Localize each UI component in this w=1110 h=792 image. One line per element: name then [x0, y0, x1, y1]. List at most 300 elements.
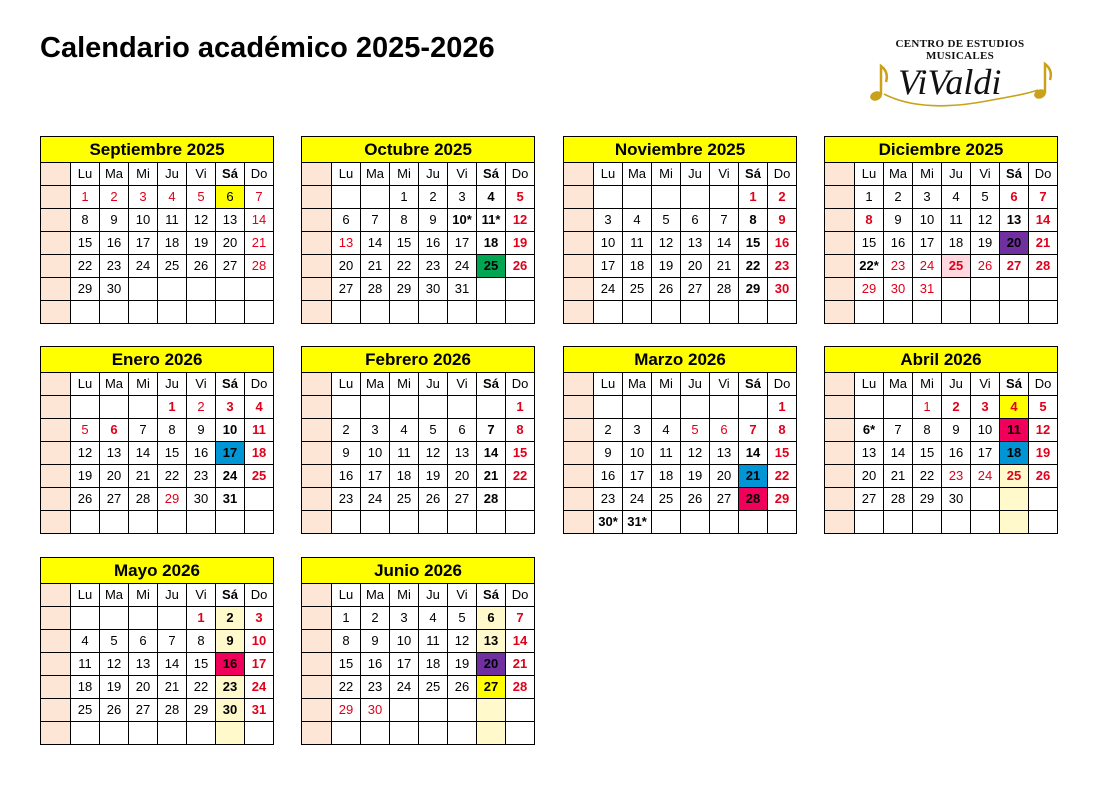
day-cell: 17: [245, 653, 274, 676]
empty-cell: [100, 722, 129, 745]
day-cell: 16: [419, 232, 448, 255]
day-cell: 3: [361, 419, 390, 442]
empty-cell: [129, 396, 158, 419]
empty-cell: [1029, 301, 1058, 324]
day-cell: 6: [100, 419, 129, 442]
day-cell: 9: [187, 419, 216, 442]
month-title: Diciembre 2025: [825, 137, 1058, 163]
day-cell: 28: [158, 699, 187, 722]
empty-cell: [361, 722, 390, 745]
day-cell: 18: [419, 653, 448, 676]
empty-cell: [942, 511, 971, 534]
empty-cell: [884, 396, 913, 419]
day-cell: 18: [390, 465, 419, 488]
empty-cell: [390, 722, 419, 745]
empty-cell: [187, 278, 216, 301]
week-marker-cell: [825, 488, 855, 511]
day-cell: 15: [768, 442, 797, 465]
day-cell: 1: [768, 396, 797, 419]
weekday-header: Mi: [390, 163, 419, 186]
week-row: [825, 396, 1058, 419]
week-marker-cell: [41, 209, 71, 232]
day-cell: 2: [884, 186, 913, 209]
week-marker-cell: [302, 630, 332, 653]
day-cell: 21: [739, 465, 768, 488]
empty-cell: [477, 301, 506, 324]
day-cell: 16: [594, 465, 623, 488]
week-marker-cell: [302, 419, 332, 442]
empty-cell: [971, 488, 1000, 511]
week-row: [41, 511, 274, 534]
empty-cell: [216, 722, 245, 745]
day-cell: 16: [884, 232, 913, 255]
week-row: [302, 676, 535, 699]
empty-cell: [71, 511, 100, 534]
empty-cell: [768, 301, 797, 324]
weekday-header: Sá: [216, 163, 245, 186]
day-cell: 14: [739, 442, 768, 465]
day-cell: 2: [187, 396, 216, 419]
day-cell: 4: [158, 186, 187, 209]
week-marker-cell: [564, 373, 594, 396]
empty-cell: [594, 186, 623, 209]
weekday-header: Vi: [187, 584, 216, 607]
day-cell: 15: [390, 232, 419, 255]
weekday-header: Vi: [971, 163, 1000, 186]
day-cell: 21: [129, 465, 158, 488]
week-row: [302, 186, 535, 209]
week-row: [302, 488, 535, 511]
week-marker-cell: [564, 209, 594, 232]
weekday-header: Ju: [158, 584, 187, 607]
week-marker-cell: [41, 373, 71, 396]
day-cell: 31: [448, 278, 477, 301]
week-row: [825, 419, 1058, 442]
week-row: [825, 209, 1058, 232]
day-cell: 1: [739, 186, 768, 209]
day-cell: 30: [187, 488, 216, 511]
day-cell: 6: [681, 209, 710, 232]
day-cell: 11: [158, 209, 187, 232]
week-marker-cell: [825, 373, 855, 396]
day-cell: 21: [477, 465, 506, 488]
day-cell: 25: [942, 255, 971, 278]
week-marker-cell: [825, 255, 855, 278]
weekday-header: Vi: [448, 584, 477, 607]
week-row: [825, 232, 1058, 255]
day-cell: 7: [477, 419, 506, 442]
empty-cell: [332, 722, 361, 745]
day-cell: 21: [158, 676, 187, 699]
day-cell: 16: [361, 653, 390, 676]
weekday-header: Mi: [913, 163, 942, 186]
day-cell: 28: [245, 255, 274, 278]
day-cell: 1: [158, 396, 187, 419]
day-cell: 23: [942, 465, 971, 488]
day-cell: 15: [855, 232, 884, 255]
month-calendar: [301, 346, 534, 534]
weekday-header: Do: [245, 584, 274, 607]
day-cell: 3: [971, 396, 1000, 419]
weekday-header: Ju: [419, 163, 448, 186]
day-cell: 11: [419, 630, 448, 653]
day-cell: 7: [506, 607, 535, 630]
week-marker-cell: [41, 676, 71, 699]
empty-cell: [884, 511, 913, 534]
day-cell: 2: [216, 607, 245, 630]
day-cell: 27: [681, 278, 710, 301]
day-cell: 9: [216, 630, 245, 653]
day-cell: 25: [390, 488, 419, 511]
day-cell: 22: [739, 255, 768, 278]
weekday-header: Do: [506, 584, 535, 607]
day-cell: 25: [158, 255, 187, 278]
day-cell: 30: [768, 278, 797, 301]
empty-cell: [942, 301, 971, 324]
week-marker-cell: [41, 186, 71, 209]
week-row: [302, 699, 535, 722]
page-title: Calendario académico 2025-2026: [40, 32, 495, 64]
week-marker-cell: [564, 465, 594, 488]
empty-cell: [216, 301, 245, 324]
week-marker-cell: [825, 232, 855, 255]
day-cell: 4: [623, 209, 652, 232]
day-cell: 27: [216, 255, 245, 278]
week-marker-cell: [41, 488, 71, 511]
day-cell: 28: [506, 676, 535, 699]
day-cell: 1: [390, 186, 419, 209]
week-marker-cell: [41, 396, 71, 419]
month-calendar: [301, 136, 534, 324]
day-cell: 31: [913, 278, 942, 301]
weekday-header: Mi: [129, 373, 158, 396]
day-cell: 26: [100, 699, 129, 722]
week-row: [302, 278, 535, 301]
empty-cell: [681, 511, 710, 534]
week-marker-cell: [41, 722, 71, 745]
empty-cell: [158, 278, 187, 301]
week-row: [41, 186, 274, 209]
weekday-header: Vi: [710, 163, 739, 186]
month-table: [301, 346, 535, 534]
week-marker-cell: [302, 232, 332, 255]
day-cell: 13: [855, 442, 884, 465]
day-cell: 30: [942, 488, 971, 511]
day-cell: 15: [739, 232, 768, 255]
day-cell: 28: [710, 278, 739, 301]
week-marker-cell: [302, 653, 332, 676]
day-cell: 20: [332, 255, 361, 278]
day-cell: 8: [855, 209, 884, 232]
week-row: [41, 488, 274, 511]
day-cell: 19: [681, 465, 710, 488]
day-cell: 24: [971, 465, 1000, 488]
empty-cell: [913, 301, 942, 324]
day-cell: 25: [623, 278, 652, 301]
week-marker-cell: [302, 209, 332, 232]
week-marker-cell: [41, 699, 71, 722]
empty-cell: [681, 301, 710, 324]
day-cell: 11: [1000, 419, 1029, 442]
empty-cell: [623, 186, 652, 209]
day-cell: 26: [71, 488, 100, 511]
week-row: [302, 607, 535, 630]
month-table: [563, 136, 797, 324]
weekday-header: Mi: [390, 584, 419, 607]
day-cell: 17: [594, 255, 623, 278]
empty-cell: [448, 511, 477, 534]
day-cell: 3: [129, 186, 158, 209]
month-calendar: [301, 557, 534, 745]
week-marker-cell: [302, 278, 332, 301]
week-row: [41, 442, 274, 465]
day-cell: 13: [681, 232, 710, 255]
day-cell: 10: [361, 442, 390, 465]
week-marker-cell: [302, 163, 332, 186]
day-cell: 17: [913, 232, 942, 255]
empty-cell: [361, 301, 390, 324]
day-cell: 22: [913, 465, 942, 488]
day-cell: 23: [100, 255, 129, 278]
day-cell: 7: [129, 419, 158, 442]
weekday-header: Lu: [71, 163, 100, 186]
day-cell: 22: [506, 465, 535, 488]
day-cell: 12: [448, 630, 477, 653]
day-cell: 10: [623, 442, 652, 465]
day-cell: 22*: [855, 255, 884, 278]
day-cell: 13: [1000, 209, 1029, 232]
empty-cell: [158, 511, 187, 534]
day-cell: 15: [913, 442, 942, 465]
week-row: [564, 488, 797, 511]
weekday-header: Vi: [448, 163, 477, 186]
day-cell: 17: [448, 232, 477, 255]
weekday-header: Lu: [855, 163, 884, 186]
month-table: [301, 557, 535, 745]
day-cell: 8: [390, 209, 419, 232]
week-marker-cell: [564, 255, 594, 278]
day-cell: 5: [506, 186, 535, 209]
day-cell: 27: [477, 676, 506, 699]
empty-cell: [332, 396, 361, 419]
logo-top-text: CENTRO DE ESTUDIOS MUSICALES: [895, 38, 1025, 62]
weekday-header: Mi: [129, 584, 158, 607]
day-cell: 6: [216, 186, 245, 209]
weekday-header: Sá: [739, 373, 768, 396]
day-cell: 29: [390, 278, 419, 301]
day-cell: 12: [71, 442, 100, 465]
day-cell: 2: [419, 186, 448, 209]
empty-cell: [855, 301, 884, 324]
week-row: [564, 255, 797, 278]
day-cell: 29: [913, 488, 942, 511]
empty-cell: [129, 607, 158, 630]
day-cell: 4: [942, 186, 971, 209]
day-cell: 20: [710, 465, 739, 488]
empty-cell: [448, 396, 477, 419]
week-row: [302, 722, 535, 745]
day-cell: 5: [681, 419, 710, 442]
day-cell: 9: [419, 209, 448, 232]
day-cell: 3: [913, 186, 942, 209]
week-row: [302, 630, 535, 653]
week-marker-cell: [41, 511, 71, 534]
day-cell: 10*: [448, 209, 477, 232]
month-calendar: [40, 136, 273, 324]
day-cell: 16: [942, 442, 971, 465]
day-cell: 1: [913, 396, 942, 419]
day-cell: 15: [332, 653, 361, 676]
day-cell: 6: [710, 419, 739, 442]
week-marker-cell: [302, 607, 332, 630]
day-cell: 9: [100, 209, 129, 232]
empty-cell: [71, 301, 100, 324]
day-cell: 22: [332, 676, 361, 699]
weekday-header: Lu: [332, 163, 361, 186]
empty-cell: [768, 511, 797, 534]
week-marker-cell: [41, 653, 71, 676]
weekday-header: Ju: [681, 163, 710, 186]
day-cell: 24: [390, 676, 419, 699]
empty-cell: [506, 301, 535, 324]
day-cell: 18: [652, 465, 681, 488]
day-cell: 27: [100, 488, 129, 511]
week-marker-cell: [564, 278, 594, 301]
day-cell: 29: [158, 488, 187, 511]
week-row: [302, 232, 535, 255]
day-cell: 1: [332, 607, 361, 630]
day-cell: 6: [129, 630, 158, 653]
day-cell: 16: [332, 465, 361, 488]
week-marker-cell: [825, 442, 855, 465]
empty-cell: [419, 722, 448, 745]
empty-cell: [390, 396, 419, 419]
weekday-header: Lu: [332, 373, 361, 396]
month-table: [40, 557, 274, 745]
month-title: Abril 2026: [825, 347, 1058, 373]
day-cell: 27: [1000, 255, 1029, 278]
week-marker-cell: [825, 209, 855, 232]
svg-text:ViValdi: ViValdi: [898, 62, 1002, 102]
day-cell: 14: [361, 232, 390, 255]
week-row: [564, 209, 797, 232]
day-cell: 14: [1029, 209, 1058, 232]
day-cell: 26: [419, 488, 448, 511]
day-cell: 19: [187, 232, 216, 255]
week-row: [302, 209, 535, 232]
week-row: [302, 653, 535, 676]
day-cell: 5: [652, 209, 681, 232]
empty-cell: [594, 301, 623, 324]
weekday-header: Ju: [419, 373, 448, 396]
logo-graphic: [862, 52, 1058, 112]
week-row: [825, 465, 1058, 488]
empty-cell: [971, 301, 1000, 324]
day-cell: 8: [768, 419, 797, 442]
week-marker-cell: [41, 163, 71, 186]
music-note-icon-right: [1033, 64, 1051, 100]
day-cell: 10: [129, 209, 158, 232]
empty-cell: [652, 301, 681, 324]
day-cell: 2: [768, 186, 797, 209]
week-marker-cell: [41, 442, 71, 465]
week-row: [41, 653, 274, 676]
day-cell: 20: [448, 465, 477, 488]
day-cell: 8: [71, 209, 100, 232]
day-cell: 21: [1029, 232, 1058, 255]
day-cell: 22: [158, 465, 187, 488]
day-cell: 17: [129, 232, 158, 255]
empty-cell: [448, 699, 477, 722]
day-cell: 24: [913, 255, 942, 278]
week-marker-cell: [41, 630, 71, 653]
weekday-header: Ma: [884, 373, 913, 396]
music-note-icon-left: [869, 66, 887, 102]
empty-cell: [71, 396, 100, 419]
week-marker-cell: [302, 511, 332, 534]
week-marker-cell: [41, 465, 71, 488]
day-cell: 24: [216, 465, 245, 488]
day-cell: 1: [187, 607, 216, 630]
day-cell: 16: [187, 442, 216, 465]
week-marker-cell: [41, 607, 71, 630]
month-calendar: [824, 136, 1057, 324]
day-cell: 2: [100, 186, 129, 209]
week-marker-cell: [564, 396, 594, 419]
week-marker-cell: [302, 255, 332, 278]
month-calendar: [563, 346, 796, 534]
day-cell: 19: [506, 232, 535, 255]
weekday-header: Lu: [594, 163, 623, 186]
day-cell: 12: [1029, 419, 1058, 442]
day-cell: 6: [1000, 186, 1029, 209]
day-cell: 23: [594, 488, 623, 511]
day-cell: 10: [390, 630, 419, 653]
week-marker-cell: [302, 465, 332, 488]
day-cell: 8: [506, 419, 535, 442]
week-marker-cell: [564, 186, 594, 209]
empty-cell: [332, 186, 361, 209]
day-cell: 12: [652, 232, 681, 255]
empty-cell: [652, 186, 681, 209]
month-title: Enero 2026: [41, 347, 274, 373]
empty-cell: [710, 396, 739, 419]
week-marker-cell: [41, 301, 71, 324]
week-row: [302, 255, 535, 278]
empty-cell: [477, 511, 506, 534]
day-cell: 6: [477, 607, 506, 630]
weekday-header: Sá: [477, 163, 506, 186]
day-cell: 25: [245, 465, 274, 488]
weekday-header: Do: [245, 373, 274, 396]
day-cell: 21: [361, 255, 390, 278]
week-row: [302, 301, 535, 324]
month-table: [824, 346, 1058, 534]
weekday-header: Do: [245, 163, 274, 186]
day-cell: 13: [216, 209, 245, 232]
week-marker-cell: [564, 442, 594, 465]
week-marker-cell: [302, 186, 332, 209]
day-cell: 15: [71, 232, 100, 255]
week-marker-cell: [564, 488, 594, 511]
day-cell: 14: [129, 442, 158, 465]
day-cell: 3: [390, 607, 419, 630]
week-marker-cell: [41, 419, 71, 442]
day-cell: 19: [971, 232, 1000, 255]
month-title: Noviembre 2025: [564, 137, 797, 163]
empty-cell: [710, 511, 739, 534]
day-cell: 18: [158, 232, 187, 255]
